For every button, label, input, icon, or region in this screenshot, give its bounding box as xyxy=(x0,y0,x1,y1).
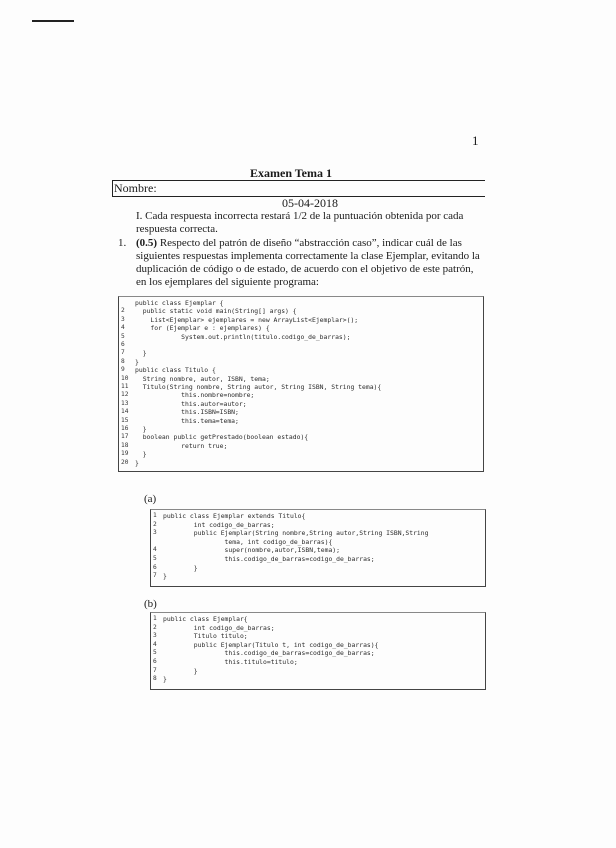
code-line: public Ejemplar(Titulo t, int codigo_de_barras){ xyxy=(163,640,379,649)
code-line-number: 4 xyxy=(153,640,157,648)
code-line: return true; xyxy=(135,441,228,450)
code-line-number: 9 xyxy=(121,366,125,374)
question-text: Respecto del patrón de diseño “abstracción caso”, indicar cuál de las siguientes respuestas implementa correctamente la clase Ejemplar, evitando la duplicación de código o de estado, de acuerdo con el objetivo de este patrón, en los ejemplares del siguiente programa: xyxy=(136,237,480,288)
option-a-label: (a) xyxy=(144,493,157,505)
exam-date: 05-04-2018 xyxy=(282,196,338,210)
code-line-number: 1 xyxy=(153,615,157,622)
code-line-number: 11 xyxy=(121,383,129,390)
code-line: } xyxy=(135,450,147,459)
question-number: 1. xyxy=(118,237,127,249)
code-line-number: 2 xyxy=(153,623,157,631)
code-line: this.codigo_de_barras=codigo_de_barras; xyxy=(163,649,375,658)
code-line-number: 7 xyxy=(153,572,157,580)
code-line-number: 19 xyxy=(121,450,129,458)
code-line: for (Ejemplar e : ejemplares) { xyxy=(135,324,270,333)
code-line: public Ejemplar(String nombre,String autor,String ISBN,String xyxy=(163,529,429,538)
code-line-number: 3 xyxy=(121,315,125,323)
code-line: public class Titulo { xyxy=(135,366,216,375)
question-1 xyxy=(118,237,482,289)
code-line: boolean public getPrestado(boolean estado){ xyxy=(135,433,309,442)
code-line-number: 12 xyxy=(121,391,129,399)
code-line: this.autor=autor; xyxy=(135,399,247,408)
code-line: this.ISBN=ISBN; xyxy=(135,408,239,417)
code-line: Titulo titulo; xyxy=(163,632,248,641)
code-line-number: 10 xyxy=(121,374,129,382)
code-line: } xyxy=(163,563,198,572)
code-line: System.out.println(titulo.codigo_de_barras); xyxy=(135,332,351,341)
code-line: } xyxy=(135,349,147,358)
code-line: super(nombre,autor,ISBN,tema); xyxy=(163,546,340,555)
scoring-note: I. Cada respuesta incorrecta restará 1/2 de la puntuación obtenida por cada respuesta correcta. xyxy=(136,210,464,235)
code-line: } xyxy=(163,572,167,581)
code-line-number: 5 xyxy=(153,555,157,562)
code-line-number: 8 xyxy=(121,357,125,365)
code-line-number: 7 xyxy=(153,666,157,674)
code-line-number: 2 xyxy=(153,520,157,528)
code-line: public static void main(String[] args) { xyxy=(135,307,297,316)
code-line: this.titulo=titulo; xyxy=(163,658,298,666)
code-line-number: 8 xyxy=(153,675,157,683)
code-line: } xyxy=(135,458,139,467)
name-field-box[interactable] xyxy=(112,180,485,197)
code-line: List<Ejemplar> ejemplares = new ArrayList<Ejemplar>(); xyxy=(135,315,359,324)
code-line: } xyxy=(135,425,147,433)
code-line: this.tema=tema; xyxy=(135,416,239,425)
main-code-box xyxy=(118,296,484,472)
code-line: } xyxy=(163,675,167,684)
code-line: String nombre, autor, ISBN, tema; xyxy=(135,374,270,383)
code-line-number: 6 xyxy=(121,341,125,348)
code-line-number: 1 xyxy=(153,512,157,519)
code-line-number: 4 xyxy=(121,324,125,332)
code-line: Titulo(String nombre, String autor, String ISBN, String tema){ xyxy=(135,383,382,391)
code-line: int codigo_de_barras; xyxy=(163,623,275,632)
code-line-number: 7 xyxy=(121,349,125,357)
exam-title: Examen Tema 1 xyxy=(250,166,333,180)
code-line-number: 4 xyxy=(153,546,157,554)
code-line-number: 6 xyxy=(153,563,157,571)
page-number: 1 xyxy=(472,133,479,148)
code-line-number: 5 xyxy=(153,649,157,657)
code-line-number: 16 xyxy=(121,425,129,432)
code-line-number: 13 xyxy=(121,399,129,407)
code-line-number: 2 xyxy=(121,307,125,315)
code-line-number: 6 xyxy=(153,658,157,665)
code-line-number: 14 xyxy=(121,408,129,416)
code-line: this.nombre=nombre; xyxy=(135,391,255,400)
code-line: public class Ejemplar{ xyxy=(163,615,248,623)
code-line-number: 15 xyxy=(121,416,129,424)
code-line-number: 20 xyxy=(121,458,129,466)
code-line: this.codigo_de_barras=codigo_de_barras; xyxy=(163,555,375,563)
name-label: Nombre: xyxy=(114,181,157,195)
option-b-code-box xyxy=(150,612,486,690)
code-line-number: 18 xyxy=(121,441,129,449)
code-line: public class Ejemplar extends Titulo{ xyxy=(163,512,306,520)
code-line: } xyxy=(135,357,139,366)
question-points: (0.5) xyxy=(136,237,158,249)
code-line-number: 3 xyxy=(153,529,157,537)
code-line-number: 3 xyxy=(153,632,157,640)
option-b-label: (b) xyxy=(144,598,157,610)
code-line-number: 5 xyxy=(121,332,125,340)
option-a-code-box xyxy=(150,509,486,587)
scan-mark xyxy=(32,20,74,22)
code-line: } xyxy=(163,666,198,675)
code-line-number: 17 xyxy=(121,433,129,441)
code-line: int codigo_de_barras; xyxy=(163,520,275,529)
code-line: public class Ejemplar { xyxy=(135,299,224,307)
code-line: tema, int codigo_de_barras){ xyxy=(163,537,333,546)
